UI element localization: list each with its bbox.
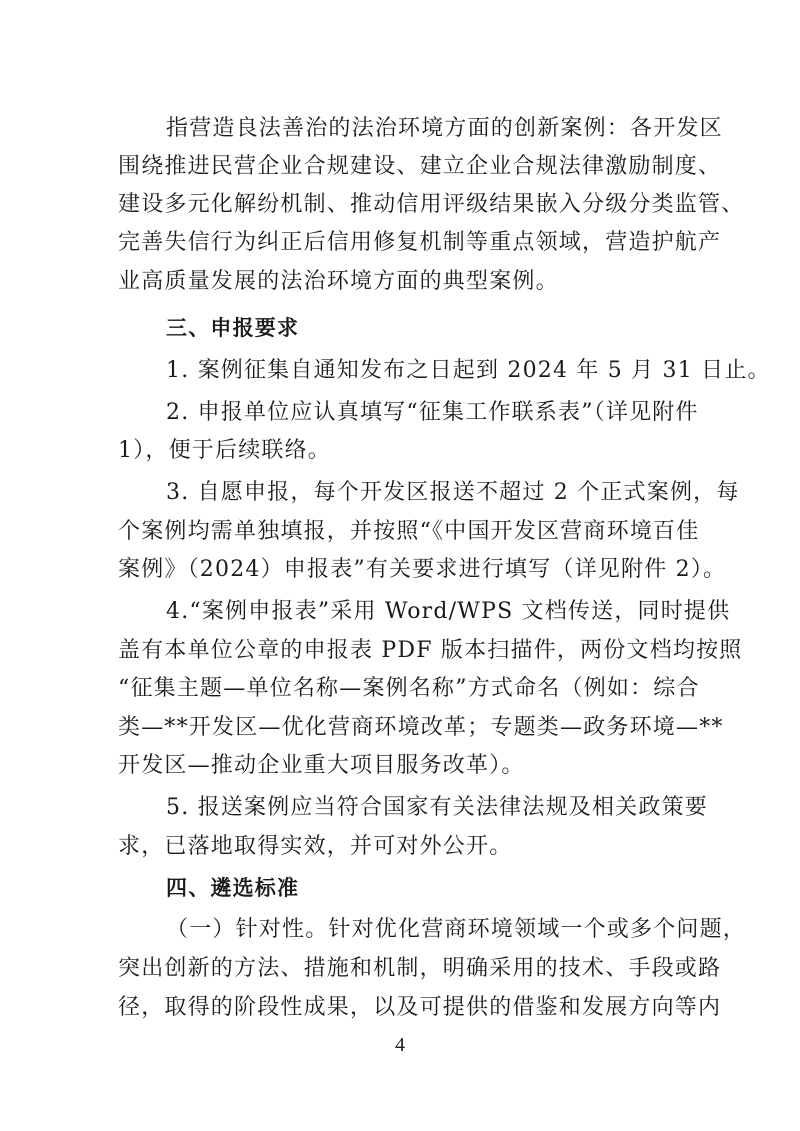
paragraph-line: 1. 案例征集自通知发布之日起到 2024 年 5 月 31 日止。 <box>166 358 771 383</box>
paragraph-line: 盖有本单位公章的申报表 PDF 版本扫描件，两份文档均按照 <box>118 638 743 663</box>
paragraph-line: 围绕推进民营企业合规建设、建立企业合规法律激励制度、 <box>118 154 722 179</box>
page-number: 4 <box>395 1034 405 1056</box>
paragraph-line: 1），便于后续联络。 <box>118 438 331 463</box>
paragraph-line: 径，取得的阶段性成果，以及可提供的借鉴和发展方向等内 <box>118 995 722 1020</box>
paragraph-line: 4.“案例申报表”采用 Word/WPS 文档传送，同时提供 <box>166 599 731 624</box>
paragraph-line: 开发区—推动企业重大项目服务改革）。 <box>118 753 525 778</box>
paragraph-line: 5. 报送案例应当符合国家有关法律法规及相关政策要 <box>166 795 708 820</box>
section-heading: 四、遴选标准 <box>166 876 300 900</box>
paragraph-line: 2. 申报单位应认真填写“征集工作联系表”（详见附件 <box>166 400 699 425</box>
paragraph-line: 完善失信行为纠正后信用修复机制等重点领域，营造护航产 <box>118 230 722 255</box>
paragraph-line: 指营造良法善治的法治环境方面的创新案例：各开发区 <box>166 116 723 141</box>
paragraph-line: 业高质量发展的法治环境方面的典型案例。 <box>118 269 559 294</box>
paragraph-line: 3. 自愿申报，每个开发区报送不超过 2 个正式案例，每 <box>166 480 740 505</box>
paragraph-line: 个案例均需单独填报，并按照“《中国开发区营商环境百佳 <box>118 519 700 544</box>
paragraph-line: 类—**开发区—优化营商环境改革；专题类—政务环境—** <box>118 715 724 740</box>
paragraph-line: 案例》（2024）申报表”有关要求进行填写（详见附件 2）。 <box>118 557 727 582</box>
paragraph-line: 突出创新的方法、措施和机制，明确采用的技术、手段或路 <box>118 956 722 981</box>
paragraph-line: 求，已落地取得实效，并可对外公开。 <box>118 834 513 859</box>
paragraph-line: （一）针对性。针对优化营商环境领域一个或多个问题， <box>166 917 747 942</box>
paragraph-line: 建设多元化解纷机制、推动信用评级结果嵌入分级分类监管、 <box>118 192 745 217</box>
section-heading: 三、申报要求 <box>166 316 300 340</box>
paragraph-line: “征集主题—单位名称—案例名称”方式命名（例如：综合 <box>118 676 700 701</box>
